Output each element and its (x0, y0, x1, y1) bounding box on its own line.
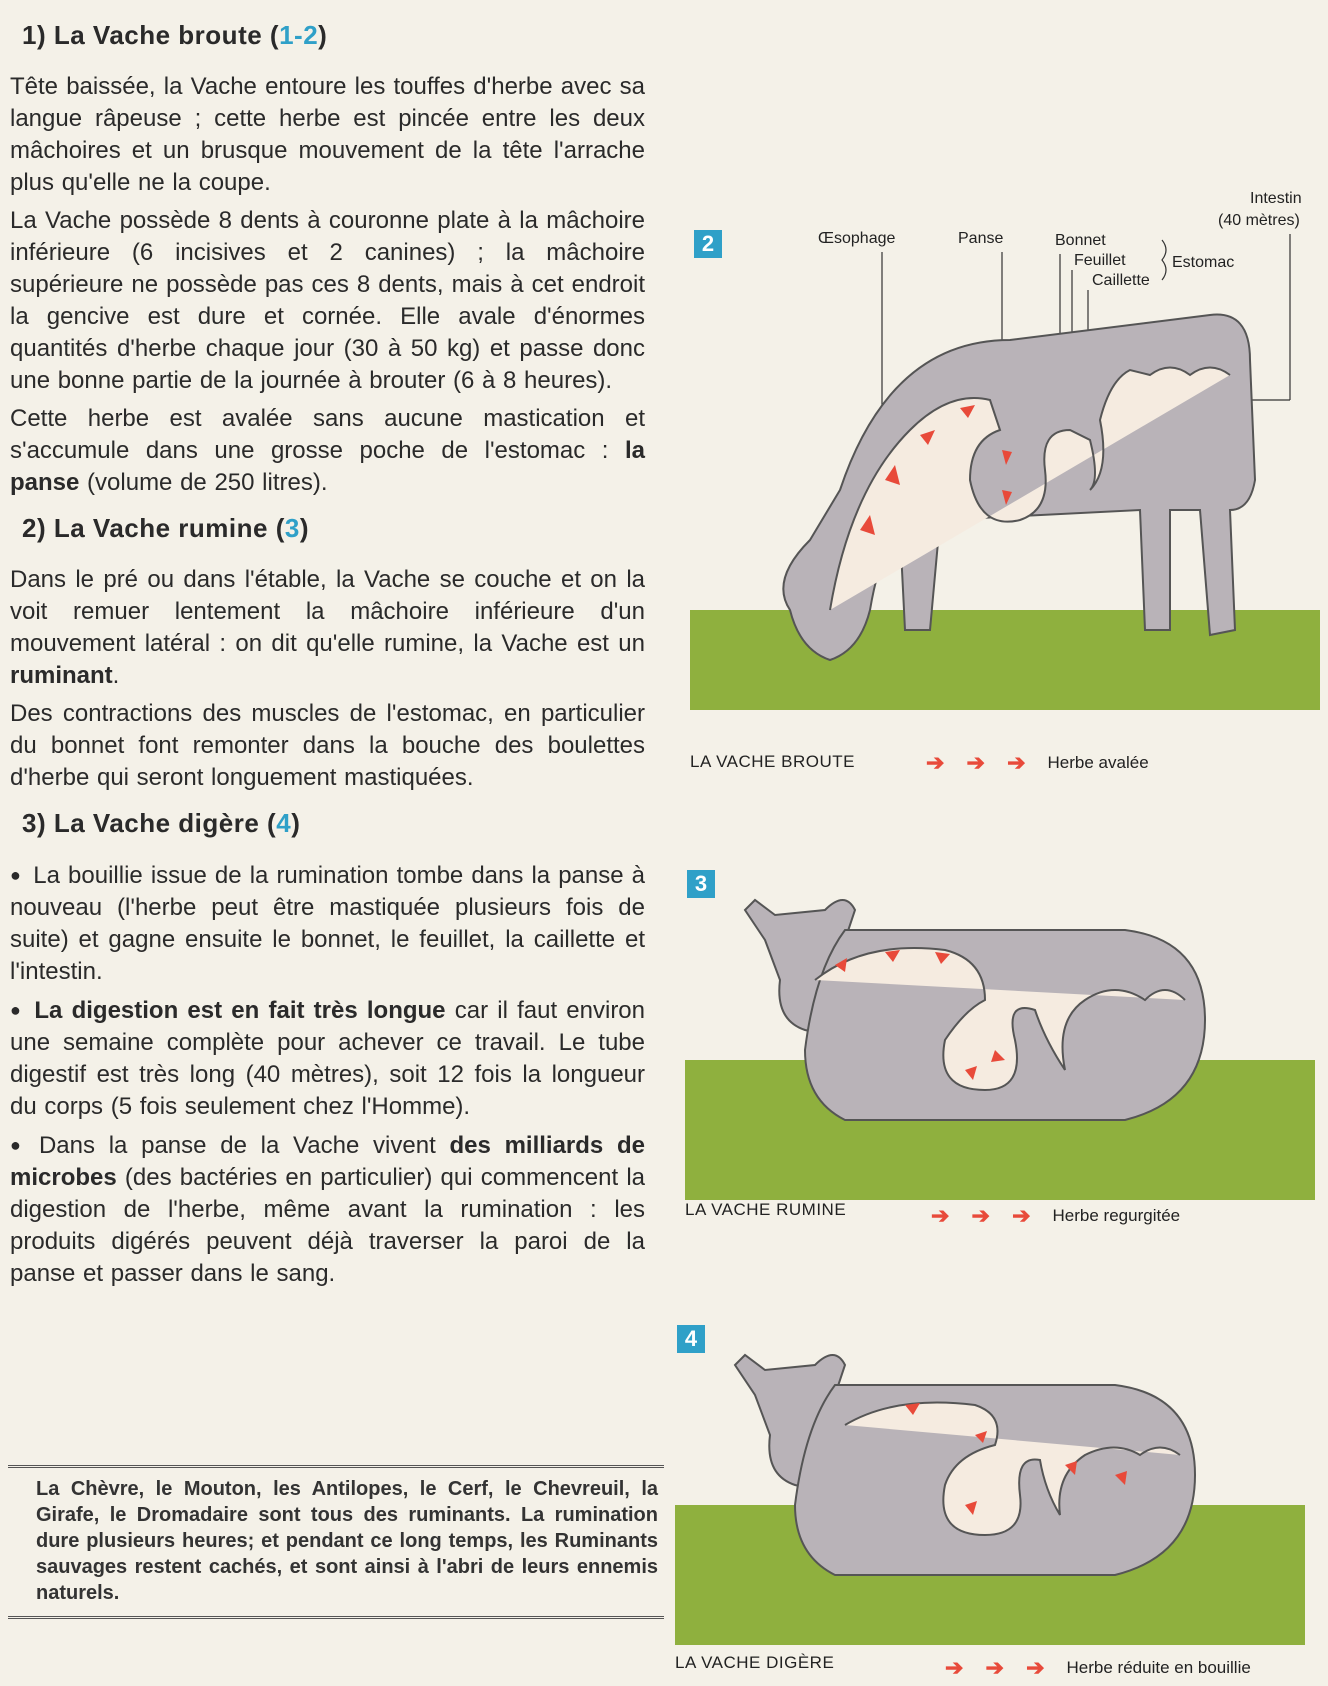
s1-paragraph-1: Tête baissée, la Vache entoure les touffes d'herbe avec sa langue râpeuse ; cette herbe est pincée entre les deux mâchoires et un brusque mouvement de la tête l'arrache plus qu'elle ne la coupe. (10, 73, 645, 196)
figure-4-number: 4 (677, 1325, 705, 1353)
section-3-title: 3) La Vache digère (4) (22, 808, 301, 838)
label-panse: Panse (958, 230, 1004, 247)
figure-2-caption: LA VACHE BROUTE (690, 752, 855, 771)
figure-4-legend: ➔ ➔ ➔ Herbe réduite en bouillie (945, 1655, 1251, 1680)
s2-paragraph-1: Dans le pré ou dans l'étable, la Vache se couche et on la voit remuer lentement la mâchoire inférieure d'un mouvement latéral : on dit qu'elle rumine, la Vache est un ruminant. (10, 566, 645, 689)
figure-3 (685, 870, 1315, 1230)
text-column (10, 20, 645, 1296)
figure-2-illustration (690, 190, 1320, 710)
figure-2 (690, 190, 1320, 780)
figure-4-caption: LA VACHE DIGÈRE (675, 1653, 835, 1672)
label-feuillet: Feuillet (1074, 252, 1126, 269)
figure-2-legend: ➔ ➔ ➔ Herbe avalée (926, 750, 1149, 775)
label-bonnet: Bonnet (1055, 232, 1106, 249)
figure-2-number: 2 (694, 230, 722, 258)
section-2-title: 2) La Vache rumine (3) (22, 513, 310, 543)
label-intestin: Intestin (1250, 190, 1302, 207)
s1-paragraph-2: La Vache possède 8 dents à couronne plate à la mâchoire inférieure (6 incisives et 2 canines) ; la mâchoire supérieure ne possède pas ces 8 dents, mais à cet endroit la gencive est dure et cornée. Elle avale d'énormes quantités d'herbe chaque jour (30 à 50 kg) et passe donc une bonne partie de la journée à brouter (6 à 8 heures). (10, 207, 645, 394)
label-oesophage: Œsophage (818, 230, 896, 247)
figure-3-caption: LA VACHE RUMINE (685, 1200, 847, 1219)
figure-3-number: 3 (687, 870, 715, 898)
label-intestin-length: (40 mètres) (1218, 212, 1300, 229)
label-estomac: Estomac (1172, 254, 1235, 271)
cow-grazing-shape (783, 315, 1255, 660)
ruminants-note-box: La Chèvre, le Mouton, les Antilopes, le Cerf, le Chevreuil, la Girafe, le Dromadaire sont tous des ruminants. La rumination dure plusieurs heures; et pendant ce long temps, les Ruminants sauvages restent cachés, et sont ainsi à l'abri de leurs ennemis naturels. (8, 1465, 664, 1619)
figure-4-illustration (675, 1325, 1315, 1655)
s3-bullet-2: ● La digestion est en fait très longue car il faut environ une semaine complète pour achever ce travail. Le tube digestif est très long (40 mètres), soit 12 fois la longueur du corps (5 fois seulement chez l'Homme). (10, 994, 645, 1123)
s1-paragraph-3: Cette herbe est avalée sans aucune mastication et s'accumule dans une grosse poche de l'estomac : la panse (volume de 250 litres). (10, 405, 645, 496)
label-caillette: Caillette (1092, 272, 1150, 289)
section-1-title: 1) La Vache broute (1-2) (22, 20, 328, 50)
s3-bullet-3: ● Dans la panse de la Vache vivent des milliards de microbes (des bactéries en particulier) qui commencent la digestion de l'herbe, même avant la rumination : les produits digérés peuvent déjà traverser la paroi de la panse et passer dans le sang. (10, 1129, 645, 1290)
figure-4 (675, 1325, 1315, 1685)
s2-paragraph-2: Des contractions des muscles de l'estomac, en particulier du bonnet font remonter dans la bouche des boulettes d'herbe qui seront longuement mastiquées. (10, 700, 645, 791)
figure-3-illustration (685, 870, 1315, 1200)
s3-bullet-1: ● La bouillie issue de la rumination tombe dans la panse à nouveau (l'herbe peut être mastiquée plusieurs fois de suite) et gagne ensuite le bonnet, le feuillet, la caillette et l'intestin. (10, 859, 645, 988)
figure-3-legend: ➔ ➔ ➔ Herbe regurgitée (931, 1203, 1181, 1228)
